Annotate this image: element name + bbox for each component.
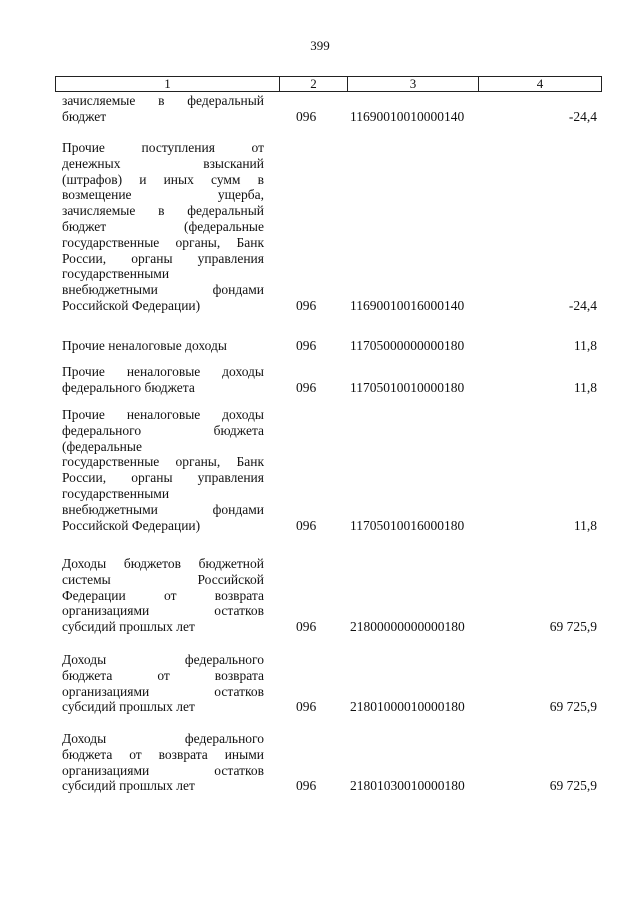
description-line: зачисляемые в федеральный: [62, 203, 264, 219]
row-amount: 11,8: [573, 338, 597, 353]
description-line: организациями остатков: [62, 683, 264, 699]
table-row: [0, 407, 640, 533]
description-line: Доходы федерального: [62, 731, 264, 746]
description-line: субсидий прошлых лет: [62, 778, 195, 794]
description-line: бюджет: [62, 108, 107, 124]
row-admin-code: 096: [296, 108, 317, 124]
row-budget-code: 11705010010000180: [350, 379, 465, 395]
description-line: внебюджетными фондами: [62, 501, 264, 517]
description-line: федерального бюджета: [62, 422, 264, 438]
description-line: Прочие неналоговые доходы: [62, 338, 227, 353]
column-header-4: 4: [479, 77, 602, 92]
description-line: Российской Федерации): [62, 297, 201, 313]
column-header-3: 3: [348, 77, 479, 92]
description-line: бюджет (федеральные: [62, 218, 264, 234]
row-budget-code: 21801030010000180: [350, 778, 465, 794]
table-row: [0, 652, 640, 715]
row-budget-code: 11690010010000140: [350, 108, 465, 124]
row-amount: 11,8: [573, 379, 597, 395]
row-description: [62, 556, 264, 635]
description-line: государственными: [62, 266, 170, 282]
description-line: денежных взысканий: [62, 155, 264, 171]
description-line: Прочие неналоговые доходы: [62, 407, 264, 422]
table-row: [0, 93, 640, 125]
description-line: Доходы федерального: [62, 652, 264, 667]
description-line: бюджета от возврата иными: [62, 746, 264, 762]
row-amount: -24,4: [568, 108, 597, 124]
row-description: [62, 652, 264, 715]
row-description: [62, 364, 264, 396]
description-line: Прочие поступления от: [62, 140, 264, 155]
description-line: России, органы управления: [62, 470, 264, 486]
description-line: государственные органы, Банк: [62, 454, 264, 470]
row-amount: 69 725,9: [549, 619, 597, 635]
description-line: (федеральные: [62, 438, 142, 454]
description-line: системы Российской: [62, 571, 264, 587]
row-admin-code: 096: [296, 338, 317, 353]
row-description: [62, 731, 264, 794]
description-line: организациями остатков: [62, 603, 264, 619]
description-line: России, органы управления: [62, 250, 264, 266]
description-line: Федерации от возврата: [62, 587, 264, 603]
table-row: [0, 364, 640, 396]
row-budget-code: 21801000010000180: [350, 699, 465, 715]
row-description: [62, 140, 264, 314]
row-budget-code: 11705000000000180: [350, 338, 465, 353]
description-line: возмещение ущерба,: [62, 187, 264, 203]
description-line: субсидий прошлых лет: [62, 699, 195, 715]
description-line: государственными: [62, 485, 170, 501]
description-line: бюджета от возврата: [62, 667, 264, 683]
description-line: субсидий прошлых лет: [62, 619, 195, 635]
description-line: федерального бюджета: [62, 379, 195, 395]
description-line: Доходы бюджетов бюджетной: [62, 556, 264, 571]
table-row: [0, 556, 640, 635]
row-admin-code: 096: [296, 379, 317, 395]
description-line: зачисляемые в федеральный: [62, 93, 264, 108]
row-description: [62, 93, 264, 125]
table-row: [0, 140, 640, 314]
row-budget-code: 11705010016000180: [350, 517, 465, 533]
row-description: [62, 407, 264, 533]
description-line: государственные органы, Банк: [62, 234, 264, 250]
row-admin-code: 096: [296, 778, 317, 794]
row-admin-code: 096: [296, 699, 317, 715]
description-line: организациями остатков: [62, 762, 264, 778]
description-line: Российской Федерации): [62, 517, 201, 533]
row-admin-code: 096: [296, 298, 317, 313]
row-amount: 11,8: [573, 517, 597, 533]
row-description: [62, 338, 264, 354]
column-header-2: 2: [280, 77, 348, 92]
row-admin-code: 096: [296, 517, 317, 533]
row-budget-code: 11690010016000140: [350, 298, 465, 313]
table-row: [0, 338, 640, 354]
row-admin-code: 096: [296, 619, 317, 635]
row-amount: -24,4: [568, 298, 597, 313]
row-amount: 69 725,9: [549, 778, 597, 794]
column-header-1: 1: [56, 77, 280, 92]
row-budget-code: 21800000000000180: [350, 619, 465, 635]
table-row: [0, 731, 640, 794]
description-line: Прочие неналоговые доходы: [62, 364, 264, 379]
row-amount: 69 725,9: [549, 699, 597, 715]
description-line: внебюджетными фондами: [62, 282, 264, 298]
page-number: 399: [310, 38, 330, 53]
description-line: (штрафов) и иных сумм в: [62, 171, 264, 187]
